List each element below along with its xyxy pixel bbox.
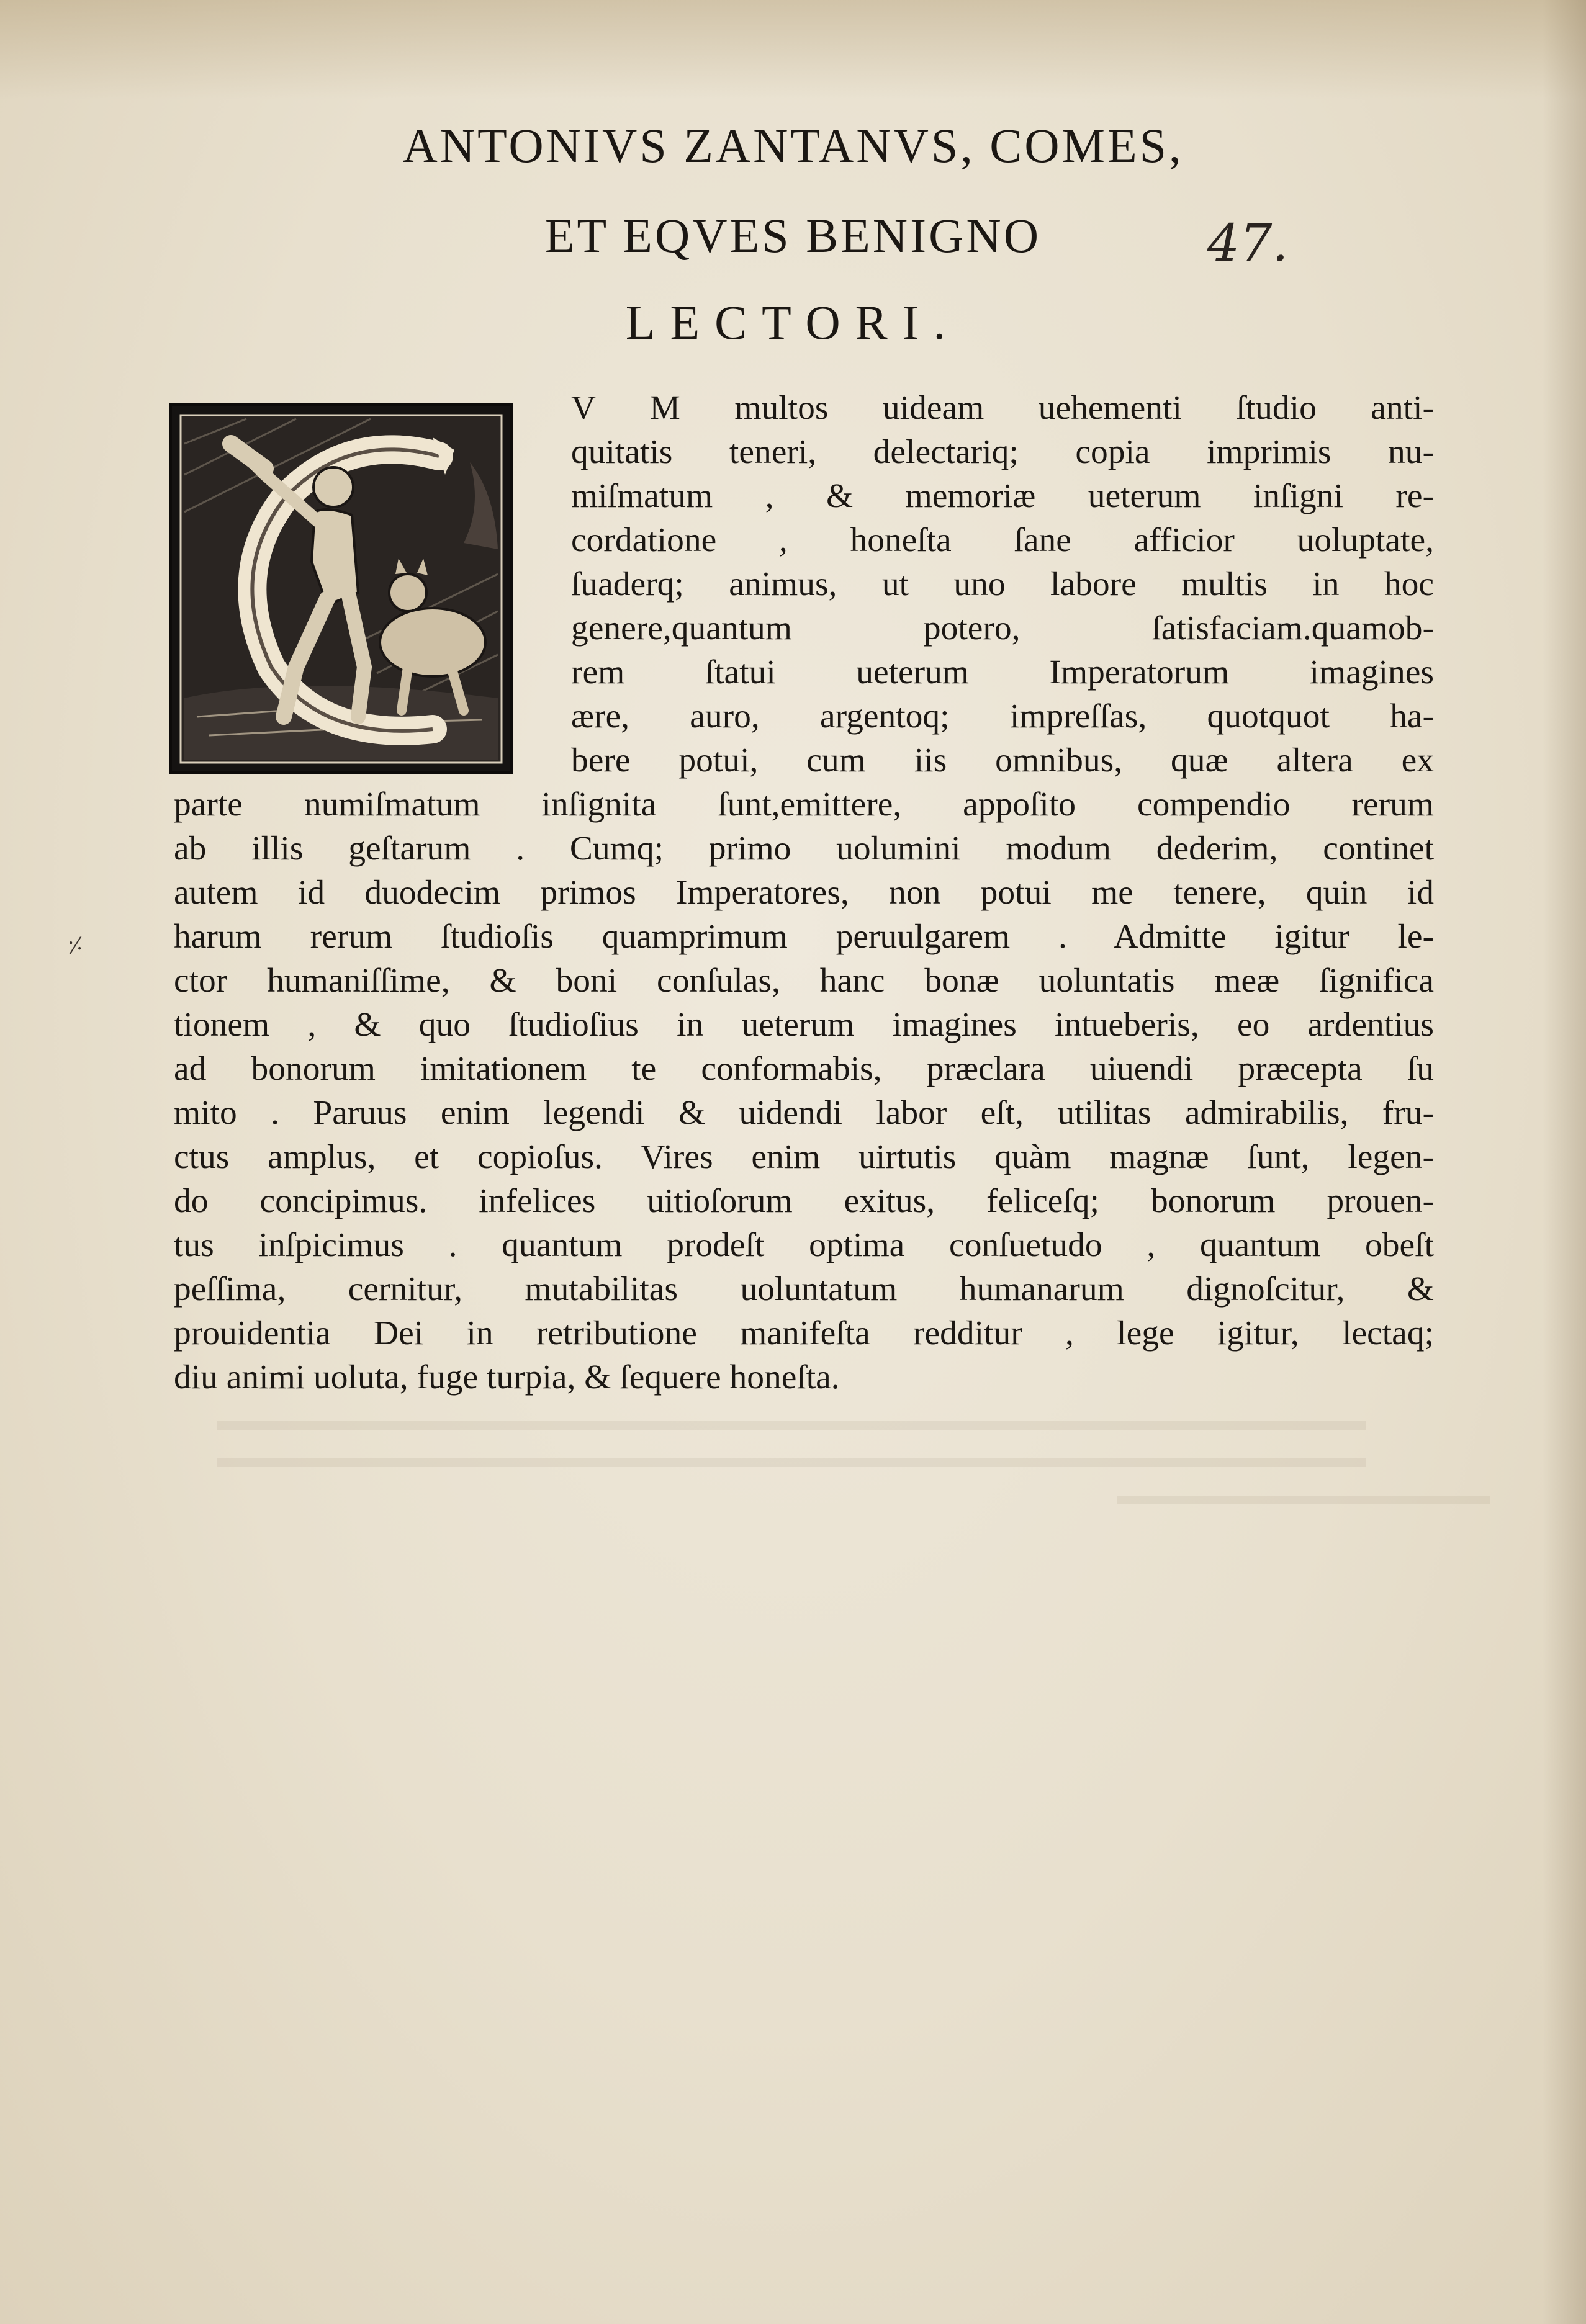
text-line: ctor humaniſſime, & boni conſulas, hanc bonæ uoluntatis meæ ſignifica — [174, 962, 1434, 1000]
show-through-line — [217, 1458, 1366, 1467]
text-line: tus inſpicimus . quantum prodeſt optima conſuetudo , quantum obeſt — [174, 1226, 1434, 1264]
text-line: rem ſtatui ueterum Imperatorum imagines — [571, 653, 1434, 691]
show-through-line — [217, 1421, 1366, 1430]
text-line: miſmatum , & memoriæ ueterum inſigni re- — [571, 477, 1434, 515]
margin-marks: ⸓ — [67, 932, 84, 960]
text-line: genere,quantum potero, ſatisfaciam.quamob- — [571, 609, 1434, 647]
text-line: peſſima, cernitur, mutabilitas uoluntatum humanarum dignoſcitur, & — [174, 1270, 1434, 1308]
show-through-line — [1117, 1496, 1490, 1504]
heading-line-3: LECTORI. — [625, 295, 961, 349]
text-line: ære, auro, argentoq; impreſſas, quotquot ha- — [571, 698, 1434, 735]
text-line: bere potui, cum iis omnibus, quæ altera ex — [571, 742, 1434, 779]
text-line: V M multos uideam uehementi ſtudio anti- — [571, 389, 1434, 427]
text-line: do concipimus. infelices uitioſorum exitus, feliceſq; bonorum prouen- — [174, 1182, 1434, 1220]
text-line: ab illis geſtarum . Cumq; primo uolumini modum dederim, continet — [174, 830, 1434, 868]
text-line: diu animi uoluta, fuge turpia, & ſequere honeſta. — [174, 1358, 840, 1396]
text-line: harum rerum ſtudioſis quamprimum peruulgarem . Admitte igitur le- — [174, 918, 1434, 956]
text-line: cordatione , honeſta ſane afficior uoluptate, — [571, 521, 1434, 559]
text-line: autem id duodecim primos Imperatores, non potui me tenere, quin id — [174, 874, 1434, 912]
text-line: ad bonorum imitationem te conformabis, præclara uiuendi præcepta ſu — [174, 1050, 1434, 1088]
text-line: parte numiſmatum inſignita ſunt,emittere, appoſito compendio rerum — [174, 786, 1434, 823]
text-line: tionem , & quo ſtudioſius in ueterum imagines intueberis, eo ardentius — [174, 1006, 1434, 1044]
folio-number: 47. — [1207, 214, 1289, 273]
text-line: ſuaderq; animus, ut uno labore multis in hoc — [571, 565, 1434, 603]
body-text — [174, 386, 1434, 1399]
page-stain — [0, 0, 1586, 99]
text-line: ctus amplus, et copioſus. Vires enim uirtutis quàm magnæ ſunt, legen- — [174, 1138, 1434, 1176]
text-line: prouidentia Dei in retributione manifeſta redditur , lege igitur, lectaq; — [174, 1314, 1434, 1352]
text-line: mito . Paruus enim legendi & uidendi labor eſt, utilitas admirabilis, fru- — [174, 1094, 1434, 1132]
heading-line-2: ET EQVES BENIGNO — [544, 209, 1042, 262]
heading-line-1: ANTONIVS ZANTANVS, COMES, — [402, 119, 1184, 173]
text-line: quitatis teneri, delectariq; copia imprimis nu- — [571, 433, 1434, 471]
